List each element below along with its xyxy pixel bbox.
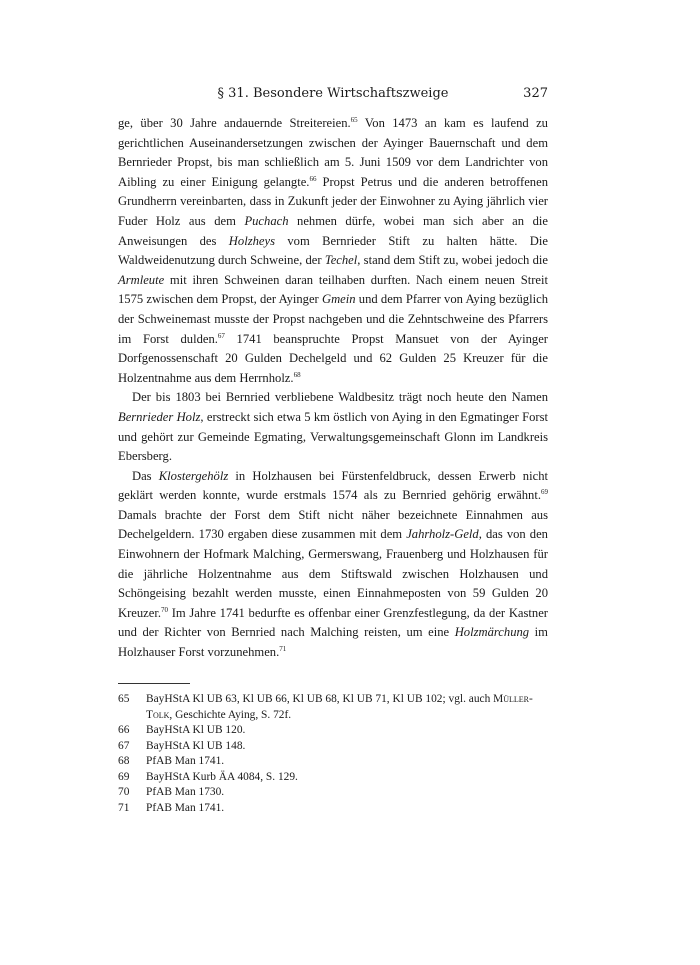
main-text bbox=[118, 114, 548, 663]
footnote-text bbox=[146, 692, 548, 723]
italic-term: Klostergehölz bbox=[158, 468, 229, 483]
footnote-ref[interactable]: 68 bbox=[293, 370, 301, 379]
footnote-text bbox=[146, 785, 548, 801]
footnote-text bbox=[146, 770, 548, 786]
running-title: § 31. Besondere Wirtschaftszweige bbox=[217, 86, 449, 101]
footnote-number: 69 bbox=[118, 770, 130, 783]
footnote bbox=[118, 692, 548, 723]
footnote-ref[interactable]: 71 bbox=[279, 644, 287, 653]
footnote-separator bbox=[118, 683, 190, 684]
text-run: Das bbox=[132, 468, 159, 483]
footnote-number: 71 bbox=[118, 801, 130, 814]
footnote bbox=[118, 739, 548, 755]
text-run: mit ihren Schweinen daran teilhaben durften. Nach einem neuen Streit 1575 zwischen dem Propst, der Ayinger bbox=[118, 272, 548, 307]
footnote-number: 67 bbox=[118, 739, 130, 752]
footnotes bbox=[118, 692, 548, 816]
text-run: 1741 beanspruchte Propst Mansuet von der Ayinger Dorfgenossenschaft 20 Gulden Dechelgeld und 62 Gulden 25 Kreuzer für die Holzentnahme aus dem Herrnholz. bbox=[118, 331, 548, 385]
italic-term: Holzmärchung bbox=[454, 625, 530, 640]
italic-term: Puchach bbox=[244, 213, 289, 228]
text-run: Damals brachte der Forst dem Stift nicht näher bezeichnete Einnahmen aus Dechelgeldern. 1730 ergaben diese zusammen mit dem bbox=[118, 507, 548, 542]
footnote bbox=[118, 770, 548, 786]
footnote-text bbox=[146, 801, 548, 817]
footnote-text bbox=[146, 754, 548, 770]
footnote-text bbox=[146, 739, 548, 755]
text-run: im Holzhauser Forst vorzunehmen. bbox=[118, 625, 548, 660]
footnote-number: 70 bbox=[118, 786, 130, 798]
italic-term: Bernrieder Holz bbox=[118, 409, 201, 424]
italic-term: Gmein bbox=[321, 292, 356, 307]
paragraph bbox=[118, 388, 548, 466]
text-run: vom Bernrieder Stift zu halten hätte. Die Waldweidenutzung durch Schweine, der bbox=[118, 233, 548, 268]
footnote-ref[interactable]: 69 bbox=[541, 488, 548, 497]
text-run: nehmen dürfe, wobei man sich aber an die Anweisungen des bbox=[118, 213, 548, 248]
author-name: Müller-Tolk bbox=[146, 693, 533, 721]
text-run: PfAB Man 1741. bbox=[146, 801, 225, 814]
footnote bbox=[118, 723, 548, 739]
text-run: , stand dem Stift zu, wobei jedoch die bbox=[357, 253, 548, 268]
footnote bbox=[118, 801, 548, 817]
footnote bbox=[118, 785, 548, 801]
text-run: in Holzhausen bei Fürstenfeldbruck, dessen Erwerb nicht geklärt werden konnte, wurde erstmals 1574 als zu Bernried gehörig erwähnt. bbox=[118, 468, 548, 503]
text-run: , erstreckt sich etwa 5 km östlich von Aying in den Egmatinger Forst und gehört zur Gemeinde Egmating, Verwaltungsgemeinschaft Glonn im Landkreis Ebersberg. bbox=[118, 409, 548, 464]
paragraph bbox=[118, 467, 548, 663]
text-run: , Geschichte Aying, S. 72f. bbox=[169, 708, 292, 721]
text-run: Im Jahre 1741 bedurfte es offenbar einer Grenzfestlegung, da der Kastner und der Richter von Bernried nach Malching reisten, um eine bbox=[118, 605, 548, 640]
text-run: BayHStA Kurb ÄA 4084, S. 129. bbox=[146, 770, 298, 783]
footnote-ref[interactable]: 70 bbox=[161, 605, 169, 614]
text-run: ge, über 30 Jahre andauernde Streitereien. bbox=[118, 116, 351, 130]
footnote-ref[interactable]: 65 bbox=[350, 115, 358, 124]
italic-term: Jahrholz-Geld bbox=[406, 527, 479, 542]
text-run: BayHStA Kl UB 63, Kl UB 66, Kl UB 68, Kl UB 71, Kl UB 102; vgl. auch bbox=[146, 693, 494, 705]
footnote-number: 65 bbox=[118, 693, 130, 705]
text-run: PfAB Man 1741. bbox=[146, 755, 225, 767]
text-run: und dem Pfarrer von Aying bezüglich der Schweinemast musste der Propst nachgeben und die Zehntschweine des Pfarrers im Forst dulden. bbox=[118, 292, 548, 346]
text-run: PfAB Man 1730. bbox=[146, 786, 225, 798]
page-number: 327 bbox=[523, 86, 548, 101]
text-run: Propst Petrus und die anderen betroffenen Grundherrn vereinbarten, dass in Zukunft jeder der Einwohner zu Aying jährlich vier Fuder Holz aus dem bbox=[118, 174, 548, 228]
footnote-ref[interactable]: 67 bbox=[217, 331, 225, 340]
text-run: BayHStA Kl UB 148. bbox=[146, 739, 246, 752]
footnote-ref[interactable]: 66 bbox=[309, 174, 317, 183]
italic-term: Armleute bbox=[118, 272, 165, 287]
footnote-number: 66 bbox=[118, 724, 130, 736]
italic-term: Holzheys bbox=[228, 233, 275, 248]
footnote bbox=[118, 754, 548, 770]
text-run: BayHStA Kl UB 120. bbox=[146, 724, 246, 736]
footnote-text bbox=[146, 723, 548, 739]
paragraph bbox=[118, 114, 548, 388]
text-run: , das von den Einwohnern der Hofmark Malching, Germerswang, Frauenberg und Holzhausen für die jährliche Holzentnahme aus dem Stiftswald zwischen Holzhausen und Schöngeising bezahlt werden musste, einen Einnahmeposten von 59 Gulden 20 Kreuzer. bbox=[118, 527, 548, 620]
italic-term: Techel bbox=[324, 253, 358, 268]
text-run: Von 1473 an kam es laufend zu gerichtlichen Auseinandersetzungen zwischen der Ayinger Bauernschaft und dem Bernrieder Propst, bis man schließlich am 5. Juni 1509 vor dem Landrichter von Aibling zu einer Einigung gelangte. bbox=[118, 116, 548, 189]
running-header bbox=[118, 86, 548, 106]
footnote-number: 68 bbox=[118, 755, 130, 767]
text-run: Der bis 1803 bei Bernried verbliebene Waldbesitz trägt noch heute den Namen bbox=[132, 390, 548, 405]
